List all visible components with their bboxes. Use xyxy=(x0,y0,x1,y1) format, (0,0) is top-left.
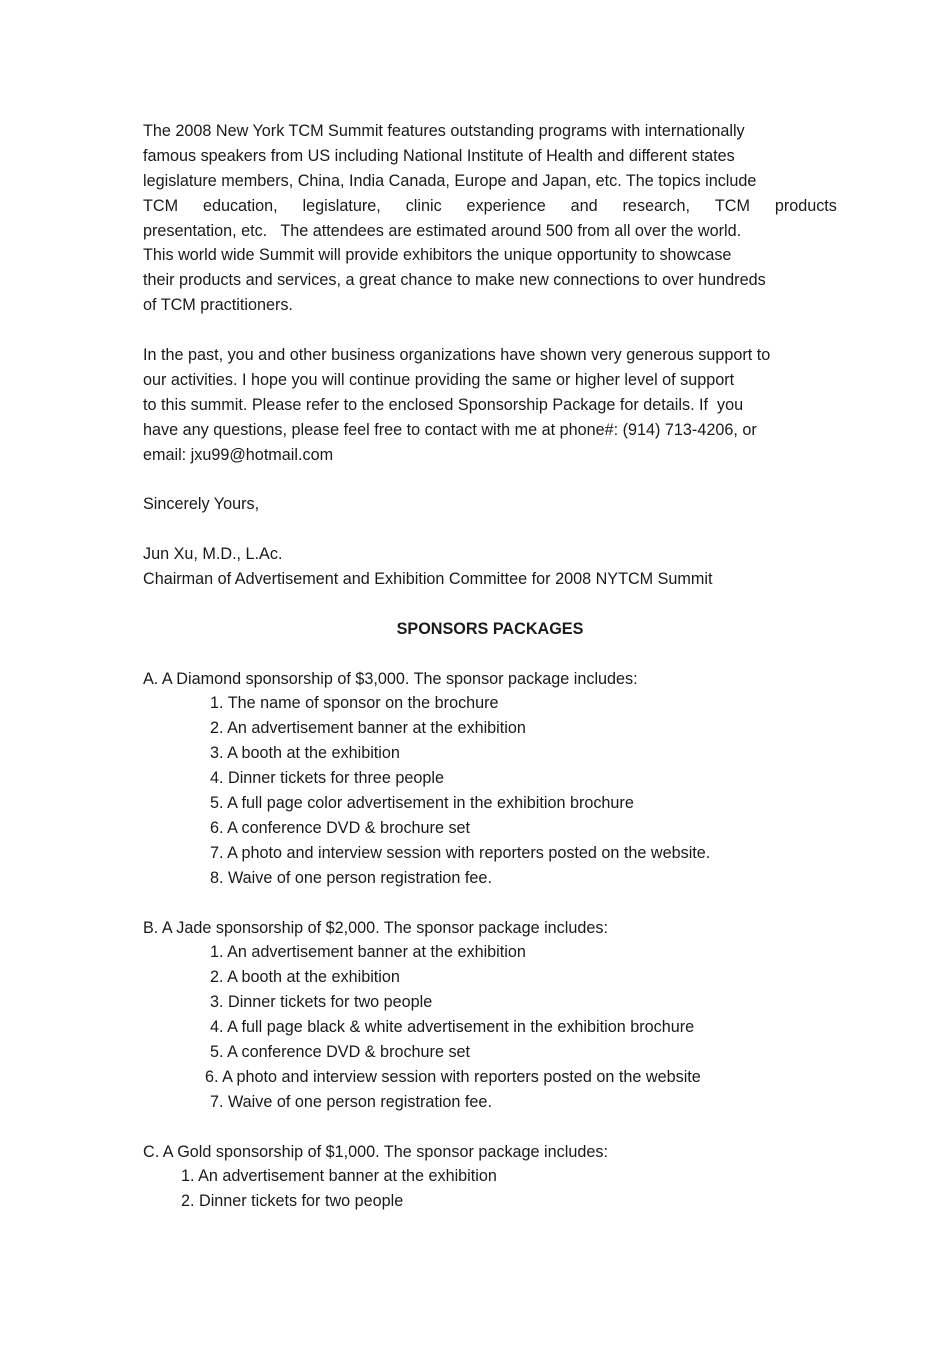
support-paragraph xyxy=(143,343,837,467)
package-item: 2. A booth at the exhibition xyxy=(210,968,400,987)
paragraph-gap xyxy=(143,891,837,916)
jade-package xyxy=(143,916,837,1115)
intro-word: TCM xyxy=(143,196,179,215)
intro-paragraph xyxy=(143,119,837,318)
paragraph-gap xyxy=(143,592,837,617)
signature-title: Chairman of Advertisement and Exhibition Committee for 2008 NYTCM Summit xyxy=(143,570,713,589)
document-page xyxy=(143,119,837,1214)
intro-word: legislature, xyxy=(302,196,381,215)
intro-line: This world wide Summit will provide exhibitors the unique opportunity to showcase xyxy=(143,246,732,265)
package-item: 2. An advertisement banner at the exhibition xyxy=(210,719,526,738)
package-item: 3. Dinner tickets for two people xyxy=(210,993,433,1012)
package-item: 5. A full page color advertisement in the exhibition brochure xyxy=(210,794,634,813)
intro-line: their products and services, a great chance to make new connections to over hundreds xyxy=(143,271,766,290)
package-item: 1. The name of sponsor on the brochure xyxy=(210,694,499,713)
intro-word: products xyxy=(774,196,837,215)
intro-word: TCM xyxy=(714,196,750,215)
package-item: 3. A booth at the exhibition xyxy=(210,744,400,763)
closing-salutation: Sincerely Yours, xyxy=(143,495,260,514)
package-item: 2. Dinner tickets for two people xyxy=(181,1192,404,1211)
intro-line: The 2008 New York TCM Summit features outstanding programs with internationally xyxy=(143,122,745,140)
package-title: C. A Gold sponsorship of $1,000. The sponsor package includes: xyxy=(143,1142,608,1161)
package-item: 7. A photo and interview session with reporters posted on the website. xyxy=(210,843,711,862)
intro-line: presentation, etc. The attendees are estimated around 500 from all over the world. xyxy=(143,221,742,240)
paragraph-gap xyxy=(143,467,837,492)
paragraph-gap xyxy=(143,318,837,343)
intro-word: experience xyxy=(466,196,546,215)
package-title: B. A Jade sponsorship of $2,000. The sponsor package includes: xyxy=(143,918,608,937)
package-item: 1. An advertisement banner at the exhibition xyxy=(210,943,526,962)
signature-block xyxy=(143,542,837,592)
intro-line-justified xyxy=(143,194,837,219)
package-item: 6. A photo and interview session with reporters posted on the website xyxy=(205,1067,701,1086)
section-heading: SPONSORS PACKAGES xyxy=(396,619,584,638)
paragraph-gap xyxy=(143,642,837,667)
support-line: email: jxu99@hotmail.com xyxy=(143,445,334,464)
signature-name: Jun Xu, M.D., L.Ac. xyxy=(143,545,283,564)
package-item: 7. Waive of one person registration fee. xyxy=(210,1092,492,1111)
gold-package xyxy=(143,1140,837,1215)
intro-line: of TCM practitioners. xyxy=(143,296,293,315)
support-line: have any questions, please feel free to contact with me at phone#: (914) 713-4206, or xyxy=(143,420,757,439)
package-item: 6. A conference DVD & brochure set xyxy=(210,818,471,837)
package-item: 4. A full page black & white advertisement in the exhibition brochure xyxy=(210,1018,695,1037)
intro-word: education, xyxy=(202,196,278,215)
intro-line: famous speakers from US including National Institute of Health and different states xyxy=(143,146,735,165)
package-item: 4. Dinner tickets for three people xyxy=(210,769,444,788)
intro-line: legislature members, China, India Canada, Europe and Japan, etc. The topics include xyxy=(143,171,757,190)
intro-word: clinic xyxy=(405,196,442,215)
diamond-package xyxy=(143,667,837,891)
intro-word: research, xyxy=(622,196,690,215)
package-item: 8. Waive of one person registration fee. xyxy=(210,868,492,887)
support-line: In the past, you and other business organizations have shown very generous support to xyxy=(143,346,771,365)
paragraph-gap xyxy=(143,1115,837,1140)
paragraph-gap xyxy=(143,517,837,542)
support-line: our activities. I hope you will continue providing the same or higher level of support xyxy=(143,370,735,389)
package-title: A. A Diamond sponsorship of $3,000. The sponsor package includes: xyxy=(143,669,638,688)
intro-word: and xyxy=(570,196,598,215)
support-line: to this summit. Please refer to the enclosed Sponsorship Package for details. If you xyxy=(143,395,744,414)
package-item: 1. An advertisement banner at the exhibition xyxy=(181,1167,497,1186)
package-item: 5. A conference DVD & brochure set xyxy=(210,1042,471,1061)
